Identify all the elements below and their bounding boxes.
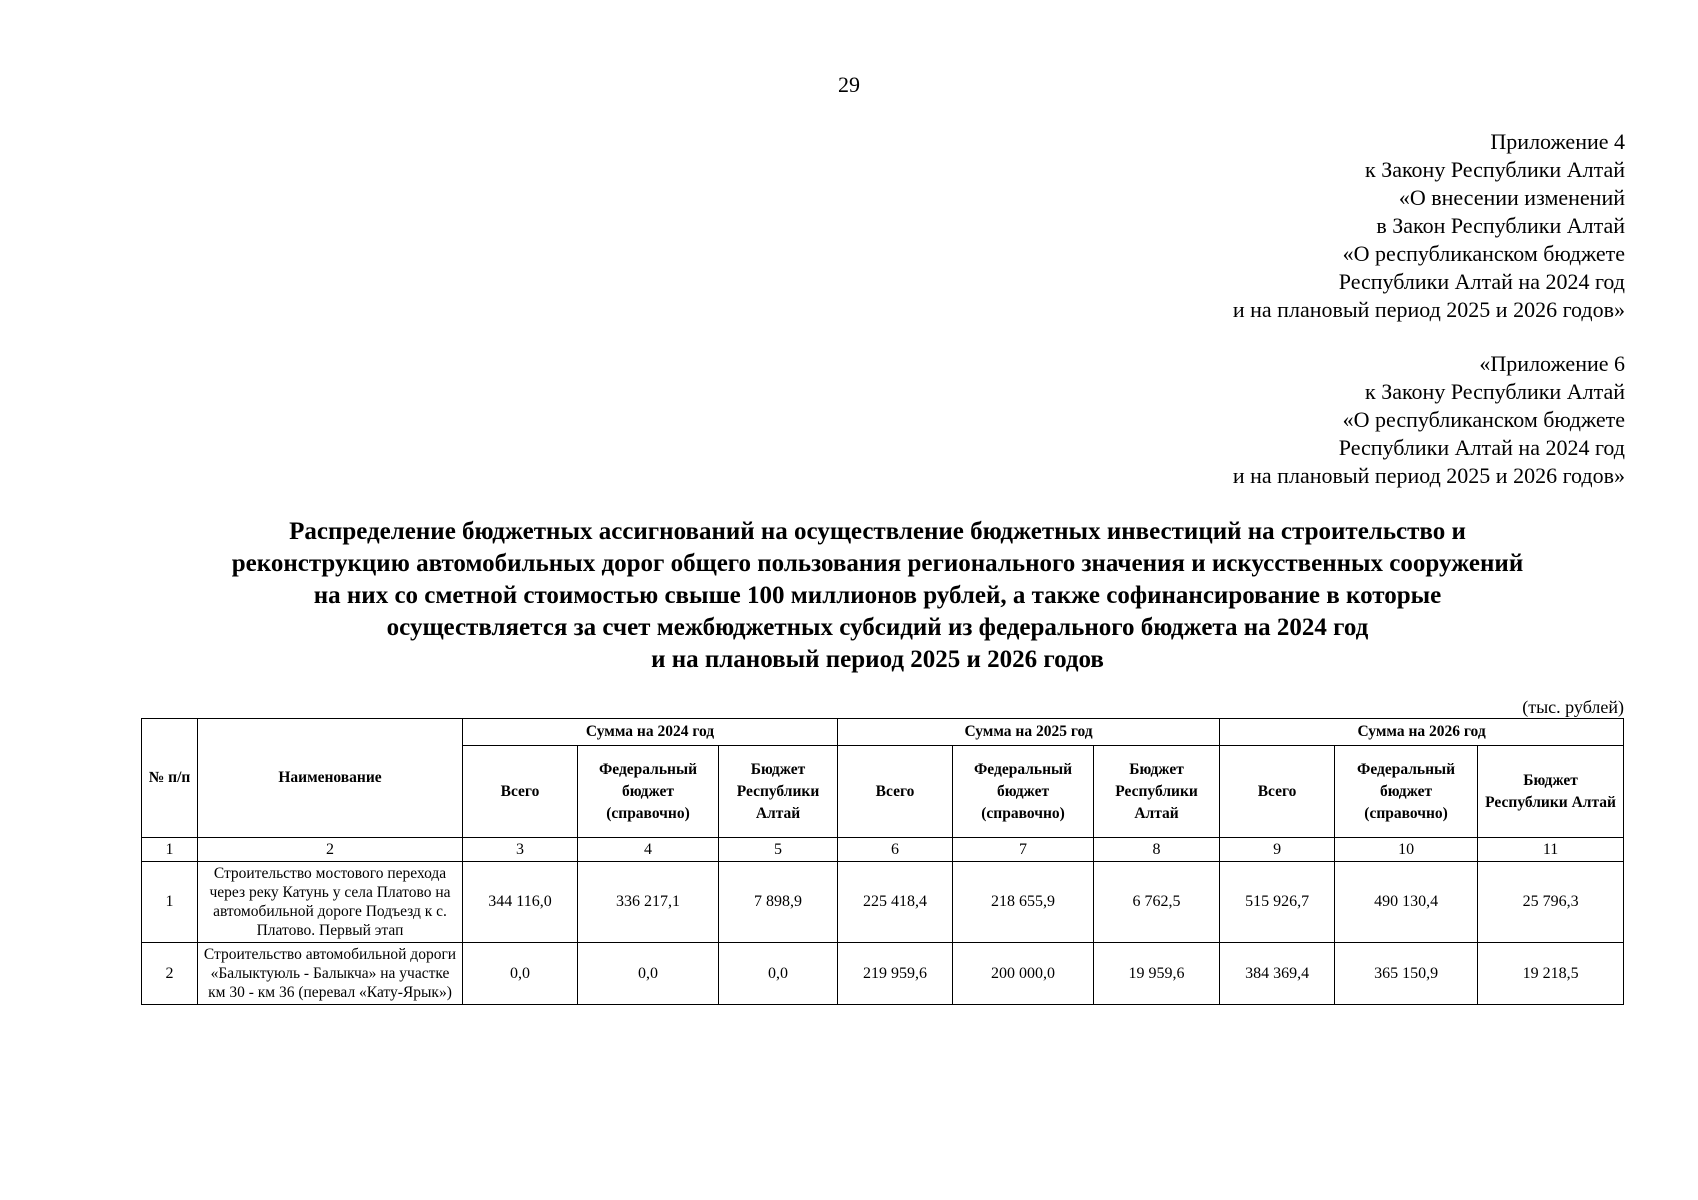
appendix-line: к Закону Республики Алтай bbox=[1365, 157, 1625, 182]
header-total: Всего bbox=[838, 746, 953, 838]
column-number: 9 bbox=[1220, 838, 1335, 862]
appendix-line: «О республиканском бюджете bbox=[1342, 241, 1625, 266]
appendix-line: Республики Алтай на 2024 год bbox=[1338, 435, 1625, 460]
cell-2026-republic: 19 218,5 bbox=[1478, 943, 1624, 1005]
appendix-line: «О республиканском бюджете bbox=[1342, 407, 1625, 432]
appendix-line: в Закон Республики Алтай bbox=[1376, 213, 1625, 238]
appendix-6-header bbox=[1233, 350, 1625, 490]
cell-2025-total: 225 418,4 bbox=[838, 862, 953, 943]
cell-2024-republic: 7 898,9 bbox=[719, 862, 838, 943]
header-year-2026: Сумма на 2026 год bbox=[1220, 719, 1624, 746]
units-label: (тыс. рублей) bbox=[1522, 697, 1624, 717]
header-republic: Бюджет Республики Алтай bbox=[1094, 746, 1220, 838]
cell-2024-total: 0,0 bbox=[463, 943, 578, 1005]
header-federal: Федеральный бюджет (справочно) bbox=[953, 746, 1094, 838]
header-num: № п/п bbox=[142, 719, 198, 838]
cell-2025-total: 219 959,6 bbox=[838, 943, 953, 1005]
table-row bbox=[142, 862, 1624, 943]
title-line: реконструкцию автомобильных дорог общего пользования регионального значения и искусственных сооружений bbox=[231, 550, 1524, 577]
header-name: Наименование bbox=[198, 719, 463, 838]
document-title bbox=[130, 516, 1625, 676]
column-number: 8 bbox=[1094, 838, 1220, 862]
column-number: 6 bbox=[838, 838, 953, 862]
cell-2026-republic: 25 796,3 bbox=[1478, 862, 1624, 943]
appendix-line: к Закону Республики Алтай bbox=[1365, 379, 1625, 404]
budget-table bbox=[141, 718, 1624, 1005]
page-number: 29 bbox=[838, 72, 860, 97]
column-number: 10 bbox=[1335, 838, 1478, 862]
cell-2025-republic: 19 959,6 bbox=[1094, 943, 1220, 1005]
appendix-line: Республики Алтай на 2024 год bbox=[1338, 269, 1625, 294]
column-number: 3 bbox=[463, 838, 578, 862]
cell-2025-federal: 200 000,0 bbox=[953, 943, 1094, 1005]
header-row-years bbox=[142, 719, 1624, 746]
appendix-line: «Приложение 6 bbox=[1479, 351, 1625, 376]
cell-2024-federal: 336 217,1 bbox=[578, 862, 719, 943]
row-name: Строительство автомобильной дороги «Балыктуюль - Балыкча» на участке км 30 - км 36 (перевал «Кату-Ярык») bbox=[198, 943, 463, 1005]
header-year-2024: Сумма на 2024 год bbox=[463, 719, 838, 746]
header-federal: Федеральный бюджет (справочно) bbox=[578, 746, 719, 838]
cell-2025-federal: 218 655,9 bbox=[953, 862, 1094, 943]
header-total: Всего bbox=[1220, 746, 1335, 838]
appendix-line: Приложение 4 bbox=[1490, 129, 1625, 154]
column-number: 2 bbox=[198, 838, 463, 862]
table-row bbox=[142, 943, 1624, 1005]
appendix-line: и на плановый период 2025 и 2026 годов» bbox=[1232, 463, 1625, 488]
title-line: Распределение бюджетных ассигнований на осуществление бюджетных инвестиций на строительство и bbox=[289, 518, 1466, 545]
appendix-line: «О внесении изменений bbox=[1398, 185, 1625, 210]
header-republic: Бюджет Республики Алтай bbox=[719, 746, 838, 838]
row-name: Строительство мостового перехода через реку Катунь у села Платово на автомобильной дороге Подъезд к с. Платово. Первый этап bbox=[198, 862, 463, 943]
column-number: 7 bbox=[953, 838, 1094, 862]
title-line: осуществляется за счет межбюджетных субсидий из федерального бюджета на 2024 год bbox=[386, 614, 1369, 641]
header-republic: Бюджет Республики Алтай bbox=[1478, 746, 1624, 838]
header-year-2025: Сумма на 2025 год bbox=[838, 719, 1220, 746]
column-number: 11 bbox=[1478, 838, 1624, 862]
cell-2024-total: 344 116,0 bbox=[463, 862, 578, 943]
appendix-4-header bbox=[1233, 128, 1625, 324]
cell-2026-total: 515 926,7 bbox=[1220, 862, 1335, 943]
title-line: на них со сметной стоимостью свыше 100 миллионов рублей, а также софинансирование в которые bbox=[313, 582, 1442, 609]
cell-2025-republic: 6 762,5 bbox=[1094, 862, 1220, 943]
cell-2026-federal: 490 130,4 bbox=[1335, 862, 1478, 943]
header-total: Всего bbox=[463, 746, 578, 838]
cell-2024-republic: 0,0 bbox=[719, 943, 838, 1005]
row-num: 2 bbox=[142, 943, 198, 1005]
column-number: 4 bbox=[578, 838, 719, 862]
cell-2026-total: 384 369,4 bbox=[1220, 943, 1335, 1005]
header-federal: Федеральный бюджет (справочно) bbox=[1335, 746, 1478, 838]
column-number-row bbox=[142, 838, 1624, 862]
column-number: 5 bbox=[719, 838, 838, 862]
cell-2026-federal: 365 150,9 bbox=[1335, 943, 1478, 1005]
appendix-line: и на плановый период 2025 и 2026 годов» bbox=[1232, 297, 1625, 322]
row-num: 1 bbox=[142, 862, 198, 943]
cell-2024-federal: 0,0 bbox=[578, 943, 719, 1005]
column-number: 1 bbox=[142, 838, 198, 862]
title-line: и на плановый период 2025 и 2026 годов bbox=[651, 646, 1104, 673]
